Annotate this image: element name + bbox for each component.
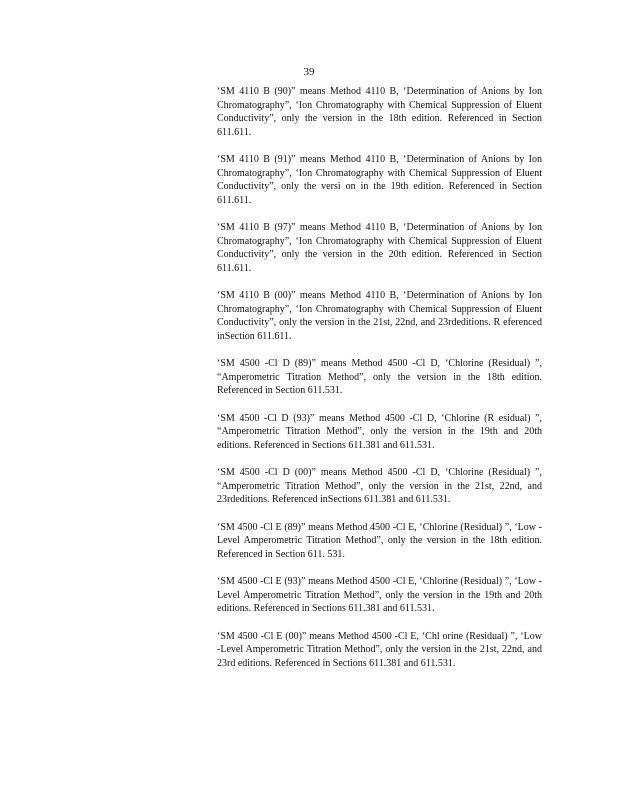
definition-sm-4110-b-91: ‘SM 4110 B (91)” means Method 4110 B, ‘Determination of Anions by Ion Chromatography”, ‘Ion Chromatography with Chemical Suppression of Eluent Conductivity”, only the versi on in the 19th edition. Referenced in Section 611.611. [217, 154, 542, 206]
definition-sm-4110-b-97: ‘SM 4110 B (97)” means Method 4110 B, ‘Determination of Anions by Ion Chromatography”, ‘Ion Chromatography with Chemical Suppression of Eluent Conductivity”, only the version in the 20th edition. Referenced in Section 611.611. [217, 222, 542, 274]
definition-sm-4500-cl-d-93: ‘SM 4500 -Cl D (93)” means Method 4500 -Cl D, ‘Chlorine (R esidual) ”, “Amperometric Titration Method”, only the version in the 19th and 20th editions. Referenced in Sections 611.381 and 611.531. [217, 412, 542, 451]
page-number: 39 [303, 66, 315, 78]
definition-sm-4110-b-90: ‘SM 4110 B (90)” means Method 4110 B, ‘Determination of Anions by Ion Chromatography”, ‘Ion Chromatography with Chemical Suppression of Eluent Conductivity”, only the version in the 18th edition. Referenced in Section 611.611. [217, 86, 542, 138]
definition-sm-4500-cl-e-00: ‘SM 4500 -Cl E (00)” means Method 4500 -Cl E, ‘Chl orine (Residual) ”, ‘Low -Level Amperometric Titration Method”, only the version in the 21st, 22nd, and 23rd editions. Referenced in Sections 611.381 and 611.531. [217, 630, 542, 669]
definitions-list [217, 85, 542, 684]
definition-sm-4500-cl-e-93: ‘SM 4500 -Cl E (93)” means Method 4500 -Cl E, ‘Chlorine (Residual) ”, ‘Low -Level Amperometric Titration Method”, only the version in the 19th and 20th editions. Referenced in Sections 611.381 and 611.531. [217, 576, 542, 614]
definition-sm-4110-b-00: ‘SM 4110 B (00)” means Method 4110 B, ‘Determination of Anions by Ion Chromatography”, ‘Ion Chromatography with Chemical Suppression of Eluent Conductivity”, only the version in the 21st, 22nd, and 23rdeditions. R eferenced inSection 611.611. [217, 290, 542, 342]
definition-sm-4500-cl-e-89: ‘SM 4500 -Cl E (89)” means Method 4500 -Cl E, ‘Chlorine (Residual) ”, ‘Low -Level Amperometric Titration Method”, only the version in the 18th edition. Referenced in Section 611. 531. [217, 521, 542, 560]
definition-sm-4500-cl-d-89: ‘SM 4500 -Cl D (89)” means Method 4500 -Cl D, ‘Chlorine (Residual) ”, “Amperometric Titration Method”, only the version in the 18th edition. Referenced in Section 611.531. [217, 358, 542, 396]
definition-sm-4500-cl-d-00: ‘SM 4500 -Cl D (00)” means Method 4500 -Cl D, ‘Chlorine (Residual) ”, “Amperometric Titration Method”, only the version in the 21st, 22nd, and 23rdeditions. Referenced inSections 611.381 and 611.531. [217, 467, 542, 505]
